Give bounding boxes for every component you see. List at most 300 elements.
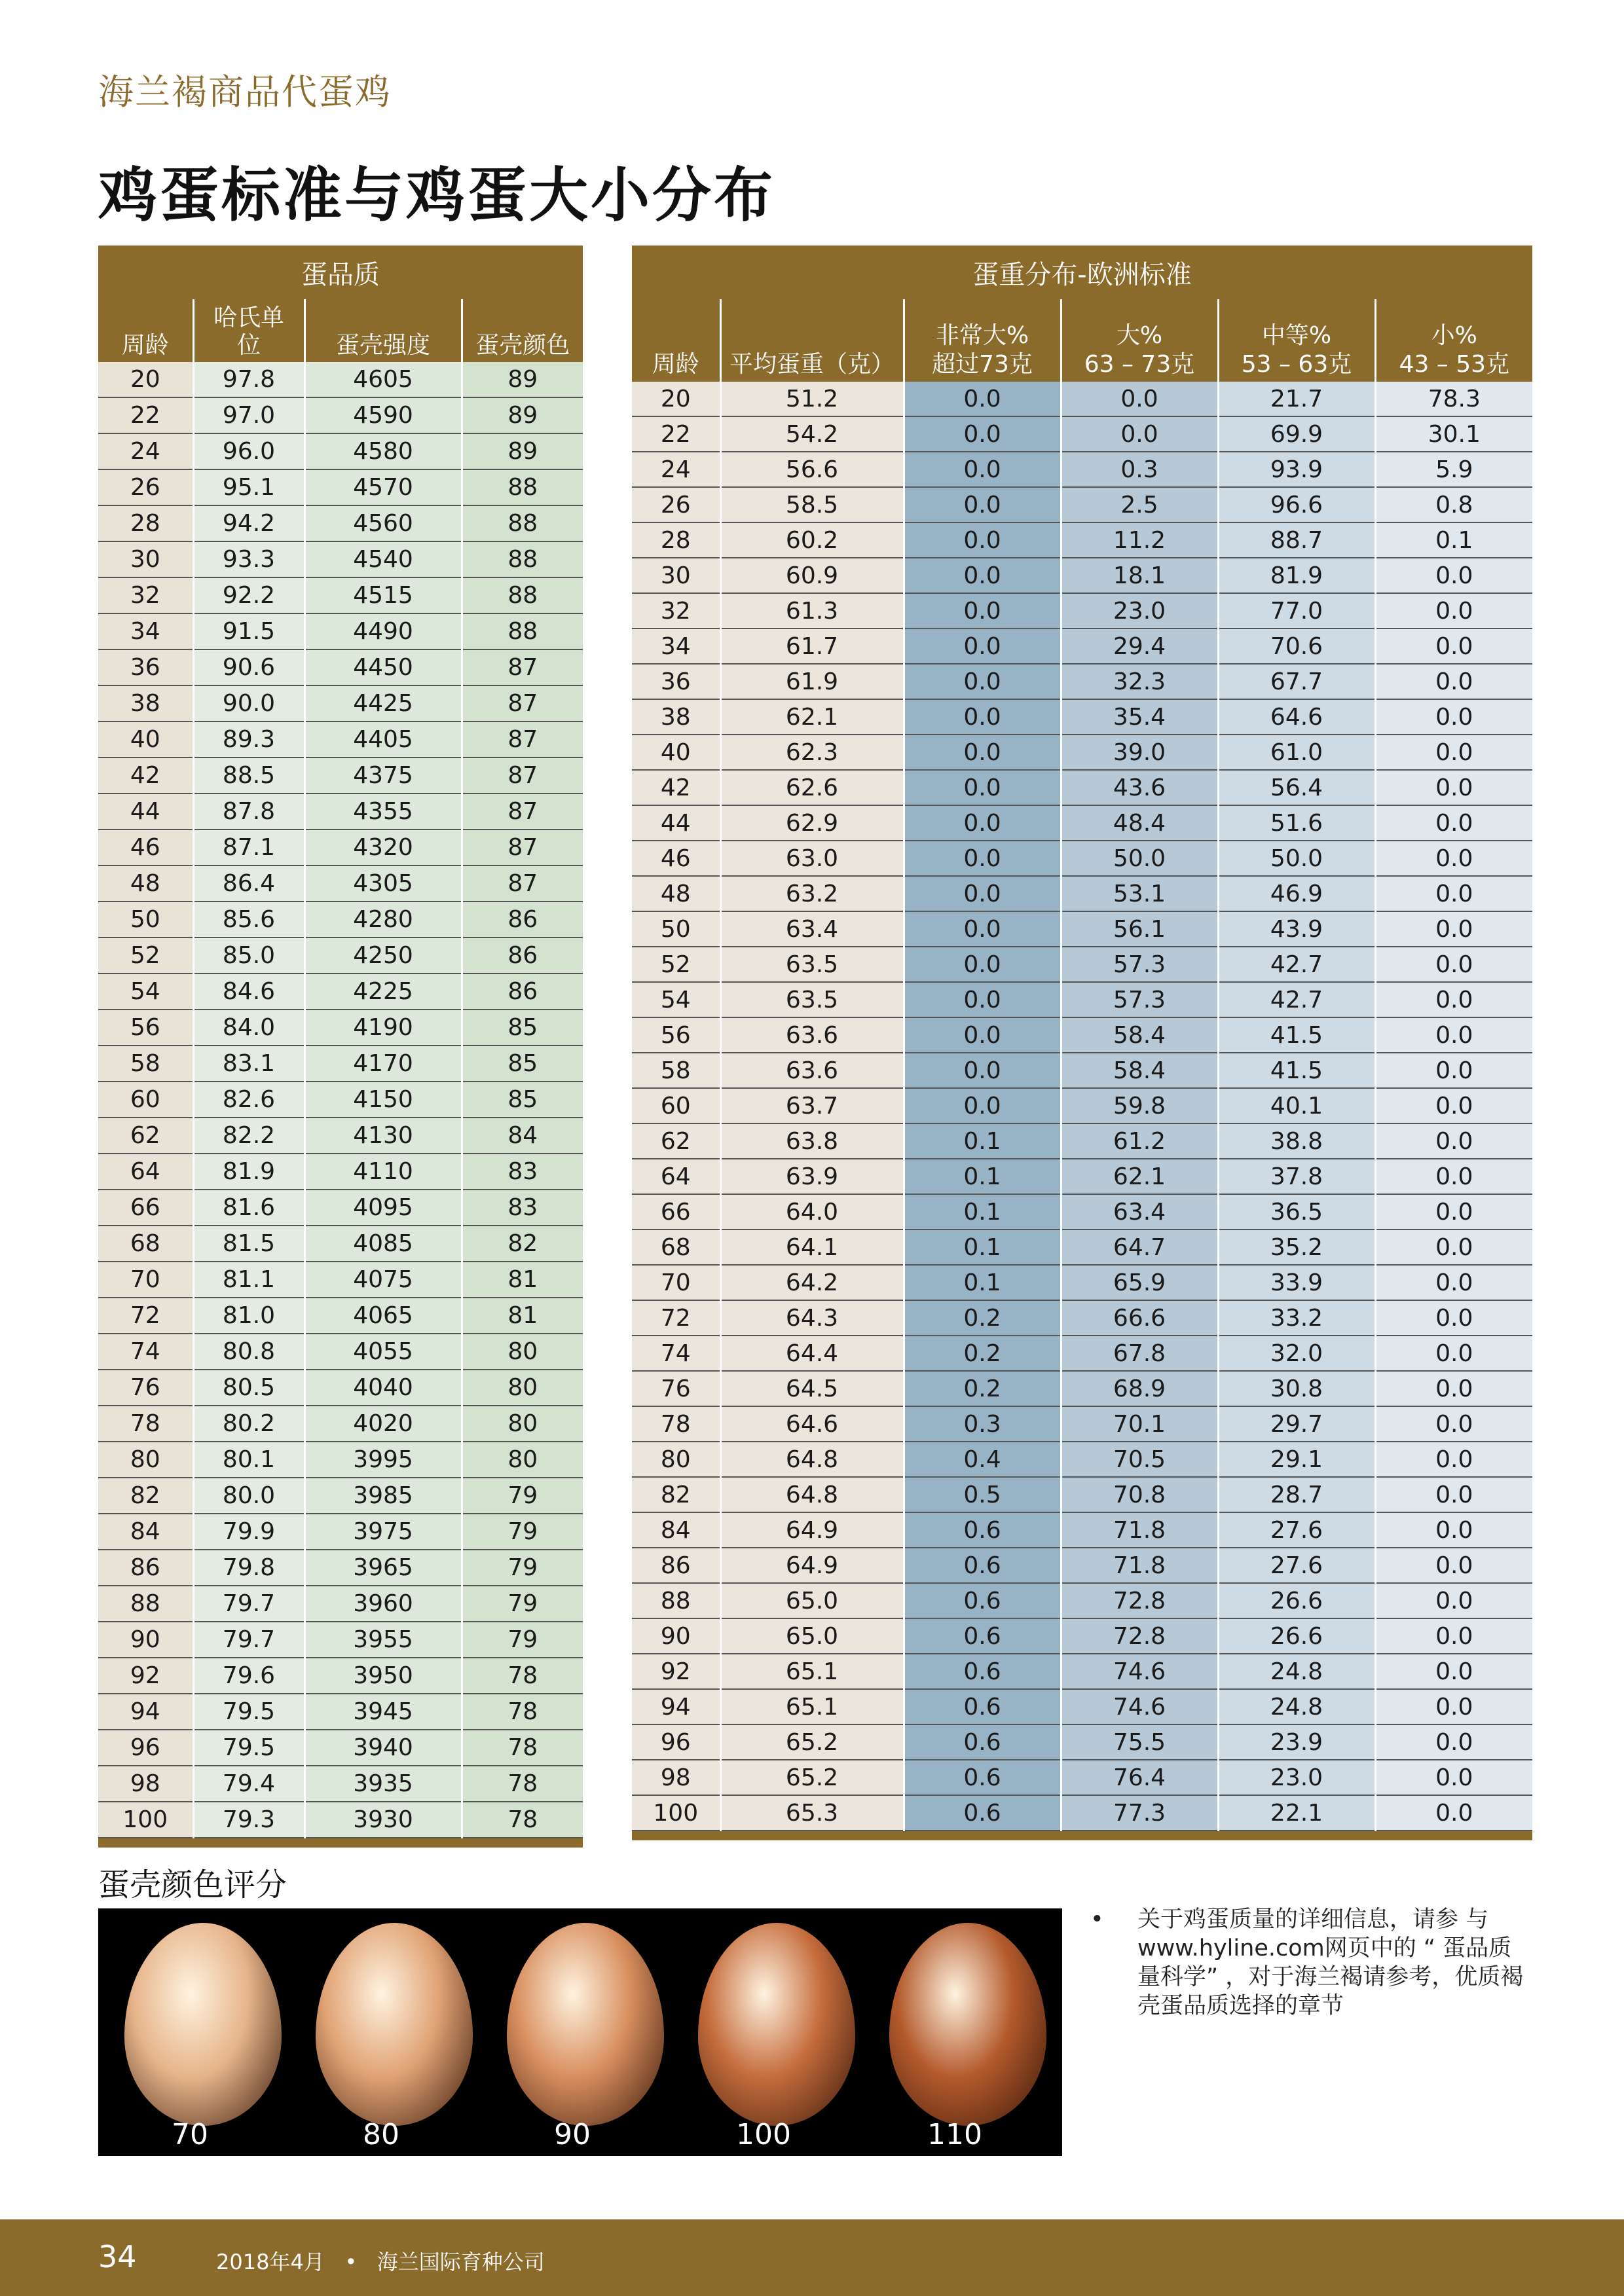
table-row <box>98 541 583 577</box>
table-cell: 94 <box>98 1694 193 1730</box>
table-cell: 88 <box>98 1586 193 1622</box>
table-cell: 0.1 <box>904 1123 1061 1159</box>
table-cell: 62 <box>632 1123 720 1159</box>
table-cell: 66 <box>632 1194 720 1230</box>
table-cell: 0.0 <box>1375 911 1532 947</box>
table-cell: 80 <box>462 1334 583 1370</box>
table-cell: 4450 <box>304 649 462 685</box>
table-cell: 96 <box>98 1730 193 1766</box>
table-cell: 52 <box>98 938 193 974</box>
table-cell: 18.1 <box>1061 558 1218 593</box>
table-cell: 28 <box>632 522 720 558</box>
table-cell: 78 <box>98 1406 193 1442</box>
table-cell: 46.9 <box>1218 876 1375 911</box>
table-cell: 3940 <box>304 1730 462 1766</box>
table-cell: 86 <box>462 902 583 938</box>
table-cell: 3955 <box>304 1622 462 1658</box>
table-cell: 0.0 <box>1375 1654 1532 1689</box>
table-cell: 88 <box>462 469 583 505</box>
table-cell: 0.0 <box>904 522 1061 558</box>
table-row <box>98 1082 583 1118</box>
column-header: 蛋壳强度 <box>304 299 462 362</box>
table-cell: 65.2 <box>720 1760 904 1795</box>
table-cell: 0.1 <box>904 1194 1061 1230</box>
table-cell: 0.5 <box>904 1477 1061 1512</box>
table-cell: 98 <box>98 1766 193 1802</box>
table-row <box>632 416 1532 452</box>
table-row <box>632 1583 1532 1618</box>
table-row <box>632 382 1532 416</box>
table-cell: 2.5 <box>1061 487 1218 522</box>
table-cell: 90 <box>632 1618 720 1654</box>
table-cell: 0.0 <box>1375 1371 1532 1406</box>
table-cell: 87 <box>462 649 583 685</box>
table-cell: 38 <box>632 699 720 735</box>
table-cell: 62.3 <box>720 735 904 770</box>
table-cell: 67.7 <box>1218 664 1375 699</box>
table-cell: 88 <box>462 577 583 613</box>
table-cell: 78 <box>462 1802 583 1838</box>
table-cell: 96.0 <box>193 433 304 469</box>
table-cell: 27.6 <box>1218 1548 1375 1583</box>
table-row <box>98 1514 583 1550</box>
table-cell: 63.5 <box>720 947 904 982</box>
table-row <box>632 1760 1532 1795</box>
table-cell: 85.6 <box>193 902 304 938</box>
table-cell: 79 <box>462 1478 583 1514</box>
table-cell: 58 <box>98 1046 193 1082</box>
table-cell: 63.4 <box>1061 1194 1218 1230</box>
table-cell: 64.2 <box>720 1265 904 1300</box>
table-cell: 21.7 <box>1218 382 1375 416</box>
table-row <box>98 1010 583 1046</box>
table-cell: 87 <box>462 866 583 902</box>
egg-score-label: 110 <box>927 2118 982 2151</box>
table-row <box>98 829 583 866</box>
table-cell: 64 <box>632 1159 720 1194</box>
table-cell: 5.9 <box>1375 452 1532 487</box>
table-cell: 74 <box>98 1334 193 1370</box>
table-cell: 0.0 <box>1375 805 1532 841</box>
table-cell: 3945 <box>304 1694 462 1730</box>
table-cell: 28.7 <box>1218 1477 1375 1512</box>
table-cell: 56.4 <box>1218 770 1375 805</box>
table-cell: 48.4 <box>1061 805 1218 841</box>
table-row <box>98 1406 583 1442</box>
table-cell: 0.0 <box>904 629 1061 664</box>
table-cell: 84.6 <box>193 974 304 1010</box>
egg-score-label: 100 <box>736 2118 791 2151</box>
table-cell: 4225 <box>304 974 462 1010</box>
table-cell: 98 <box>632 1760 720 1795</box>
table-cell: 0.3 <box>1061 452 1218 487</box>
table-row <box>98 505 583 541</box>
table-row <box>98 1694 583 1730</box>
table-cell: 89 <box>462 362 583 397</box>
table-cell: 65.3 <box>720 1795 904 1831</box>
table-cell: 85.0 <box>193 938 304 974</box>
table-cell: 88.7 <box>1218 522 1375 558</box>
table-cell: 0.0 <box>1375 1548 1532 1583</box>
table-cell: 94 <box>632 1689 720 1724</box>
table-cell: 100 <box>98 1802 193 1838</box>
table-cell: 4075 <box>304 1262 462 1298</box>
column-header: 周龄 <box>632 299 720 382</box>
table-cell: 63.2 <box>720 876 904 911</box>
table-cell: 4540 <box>304 541 462 577</box>
table-cell: 3950 <box>304 1658 462 1694</box>
table-cell: 50.0 <box>1061 841 1218 876</box>
table-row <box>632 487 1532 522</box>
table-cell: 4355 <box>304 793 462 829</box>
table-cell: 79.5 <box>193 1694 304 1730</box>
table-cell: 0.0 <box>1375 1300 1532 1336</box>
table-cell: 37.8 <box>1218 1159 1375 1194</box>
table-cell: 80 <box>98 1442 193 1478</box>
table-cell: 0.2 <box>904 1300 1061 1336</box>
table-cell: 83 <box>462 1154 583 1190</box>
table-cell: 65.1 <box>720 1689 904 1724</box>
table-cell: 60 <box>632 1088 720 1123</box>
table-cell: 95.1 <box>193 469 304 505</box>
table-cell: 0.0 <box>1375 593 1532 629</box>
table-cell: 0.0 <box>1375 770 1532 805</box>
table-cell: 41.5 <box>1218 1017 1375 1053</box>
table-row <box>98 1802 583 1838</box>
table-cell: 4250 <box>304 938 462 974</box>
table-cell: 33.2 <box>1218 1300 1375 1336</box>
table-row <box>98 866 583 902</box>
table-cell: 48 <box>632 876 720 911</box>
table-cell: 83 <box>462 1190 583 1226</box>
table-cell: 79.3 <box>193 1802 304 1838</box>
table-row <box>632 1512 1532 1548</box>
table-cell: 4305 <box>304 866 462 902</box>
table-cell: 70.1 <box>1061 1406 1218 1442</box>
table-cell: 36.5 <box>1218 1194 1375 1230</box>
table-cell: 0.0 <box>904 841 1061 876</box>
table-cell: 65.0 <box>720 1618 904 1654</box>
table-cell: 3960 <box>304 1586 462 1622</box>
table-cell: 3935 <box>304 1766 462 1802</box>
table-cell: 26 <box>632 487 720 522</box>
table-cell: 72 <box>632 1300 720 1336</box>
table-cell: 0.0 <box>1375 841 1532 876</box>
table-cell: 46 <box>632 841 720 876</box>
table-cell: 0.1 <box>1375 522 1532 558</box>
table-row <box>632 947 1532 982</box>
table-footer-bar <box>98 1838 583 1848</box>
table-cell: 54 <box>98 974 193 1010</box>
table-cell: 4190 <box>304 1010 462 1046</box>
table-cell: 53.1 <box>1061 876 1218 911</box>
table-cell: 29.4 <box>1061 629 1218 664</box>
table-cell: 87 <box>462 829 583 866</box>
table-cell: 80.0 <box>193 1478 304 1514</box>
table-cell: 22 <box>98 397 193 433</box>
table-cell: 4375 <box>304 757 462 793</box>
table-cell: 81 <box>462 1262 583 1298</box>
table-cell: 0.0 <box>1375 1760 1532 1795</box>
table-row <box>632 1406 1532 1442</box>
table-cell: 0.0 <box>904 558 1061 593</box>
table-cell: 4425 <box>304 685 462 721</box>
table-cell: 30.1 <box>1375 416 1532 452</box>
table-cell: 86.4 <box>193 866 304 902</box>
table-cell: 72 <box>98 1298 193 1334</box>
table-cell: 42.7 <box>1218 947 1375 982</box>
table-cell: 4095 <box>304 1190 462 1226</box>
table-row <box>632 1230 1532 1265</box>
table-cell: 3985 <box>304 1478 462 1514</box>
table-cell: 60.9 <box>720 558 904 593</box>
table-cell: 0.0 <box>904 1088 1061 1123</box>
column-header: 小% 43 – 53克 <box>1375 299 1532 382</box>
table-cell: 0.6 <box>904 1795 1061 1831</box>
table-cell: 92 <box>632 1654 720 1689</box>
table-cell: 0.3 <box>904 1406 1061 1442</box>
table-row <box>632 558 1532 593</box>
table-cell: 29.1 <box>1218 1442 1375 1477</box>
table-cell: 89.3 <box>193 721 304 757</box>
table-cell: 64.7 <box>1061 1230 1218 1265</box>
table-row <box>98 1622 583 1658</box>
table-cell: 23.0 <box>1061 593 1218 629</box>
table-cell: 29.7 <box>1218 1406 1375 1442</box>
table-cell: 0.0 <box>904 876 1061 911</box>
table-cell: 54.2 <box>720 416 904 452</box>
egg-weight-header <box>632 299 1532 382</box>
table-cell: 90.6 <box>193 649 304 685</box>
table-cell: 0.0 <box>1061 382 1218 416</box>
table-cell: 32 <box>632 593 720 629</box>
table-cell: 24 <box>632 452 720 487</box>
table-cell: 30.8 <box>1218 1371 1375 1406</box>
table-cell: 0.0 <box>1375 1724 1532 1760</box>
table-cell: 44 <box>98 793 193 829</box>
table-row <box>98 1046 583 1082</box>
table-cell: 51.6 <box>1218 805 1375 841</box>
table-cell: 68.9 <box>1061 1371 1218 1406</box>
table-cell: 66.6 <box>1061 1300 1218 1336</box>
egg-swatch <box>124 1923 282 2126</box>
table-cell: 64.5 <box>720 1371 904 1406</box>
page-title: 鸡蛋标准与鸡蛋大小分布 <box>98 161 775 230</box>
table-cell: 87.1 <box>193 829 304 866</box>
table-cell: 24.8 <box>1218 1654 1375 1689</box>
table-cell: 0.6 <box>904 1724 1061 1760</box>
note-text: 关于鸡蛋质量的详细信息，请参 与 www.hyline.com网页中的 “ 蛋品质量科学” ，对于海兰褐请参考，优质褐壳蛋品质选择的章节 <box>1137 1906 1524 2019</box>
table-cell: 4065 <box>304 1298 462 1334</box>
table-cell: 63.5 <box>720 982 904 1017</box>
table-cell: 79 <box>462 1622 583 1658</box>
table-cell: 0.6 <box>904 1583 1061 1618</box>
table-cell: 70.8 <box>1061 1477 1218 1512</box>
table-cell: 84 <box>462 1118 583 1154</box>
table-cell: 34 <box>632 629 720 664</box>
table-cell: 0.0 <box>1375 1088 1532 1123</box>
column-header: 平均蛋重（克） <box>720 299 904 382</box>
table-row <box>98 1730 583 1766</box>
table-row <box>632 522 1532 558</box>
table-cell: 3965 <box>304 1550 462 1586</box>
table-cell: 42 <box>98 757 193 793</box>
table-cell: 87 <box>462 721 583 757</box>
table-cell: 42 <box>632 770 720 805</box>
table-cell: 79 <box>462 1586 583 1622</box>
table-cell: 50.0 <box>1218 841 1375 876</box>
table-cell: 71.8 <box>1061 1512 1218 1548</box>
table-cell: 56.1 <box>1061 911 1218 947</box>
table-cell: 80.5 <box>193 1370 304 1406</box>
table-cell: 92 <box>98 1658 193 1694</box>
table-cell: 97.8 <box>193 362 304 397</box>
table-cell: 4580 <box>304 433 462 469</box>
table-cell: 40.1 <box>1218 1088 1375 1123</box>
table-row <box>632 805 1532 841</box>
table-cell: 38.8 <box>1218 1123 1375 1159</box>
table-cell: 80 <box>462 1442 583 1478</box>
table-row <box>98 1370 583 1406</box>
table-cell: 84 <box>98 1514 193 1550</box>
table-row <box>98 433 583 469</box>
egg-swatch <box>889 1923 1046 2126</box>
table-cell: 64.3 <box>720 1300 904 1336</box>
table-row <box>632 911 1532 947</box>
table-cell: 0.0 <box>1375 1583 1532 1618</box>
table-row <box>98 974 583 1010</box>
table-cell: 82 <box>462 1226 583 1262</box>
table-cell: 28 <box>98 505 193 541</box>
table-cell: 63.7 <box>720 1088 904 1123</box>
table-cell: 80 <box>462 1406 583 1442</box>
table-cell: 38 <box>98 685 193 721</box>
table-cell: 87.8 <box>193 793 304 829</box>
table-cell: 78.3 <box>1375 382 1532 416</box>
table-cell: 0.0 <box>904 382 1061 416</box>
table-cell: 78 <box>462 1730 583 1766</box>
table-cell: 23.0 <box>1218 1760 1375 1795</box>
table-row <box>632 1194 1532 1230</box>
table-cell: 71.8 <box>1061 1548 1218 1583</box>
document-subtitle: 海兰褐商品代蛋鸡 <box>98 71 392 113</box>
table-cell: 93.3 <box>193 541 304 577</box>
table-cell: 0.0 <box>1375 1230 1532 1265</box>
egg-score-label: 70 <box>172 2118 208 2151</box>
bullet-icon: • <box>1090 1906 1104 1933</box>
table-cell: 58.4 <box>1061 1017 1218 1053</box>
table-cell: 51.2 <box>720 382 904 416</box>
table-cell: 0.6 <box>904 1689 1061 1724</box>
table-cell: 62.6 <box>720 770 904 805</box>
table-cell: 0.0 <box>1375 699 1532 735</box>
table-cell: 50 <box>98 902 193 938</box>
table-cell: 3975 <box>304 1514 462 1550</box>
table-cell: 93.9 <box>1218 452 1375 487</box>
table-row <box>98 1118 583 1154</box>
table-cell: 65.1 <box>720 1654 904 1689</box>
table-cell: 81.5 <box>193 1226 304 1262</box>
table-cell: 0.0 <box>1375 1265 1532 1300</box>
table-cell: 30 <box>632 558 720 593</box>
table-cell: 88.5 <box>193 757 304 793</box>
table-cell: 32.3 <box>1061 664 1218 699</box>
table-cell: 0.0 <box>1375 876 1532 911</box>
table-cell: 79 <box>462 1514 583 1550</box>
table-cell: 59.8 <box>1061 1088 1218 1123</box>
table-cell: 0.0 <box>1375 1159 1532 1194</box>
table-cell: 58.5 <box>720 487 904 522</box>
table-cell: 80 <box>462 1370 583 1406</box>
table-cell: 78 <box>462 1658 583 1694</box>
table-cell: 64.6 <box>720 1406 904 1442</box>
table-cell: 61.7 <box>720 629 904 664</box>
table-row <box>98 577 583 613</box>
table-cell: 4040 <box>304 1370 462 1406</box>
table-cell: 32 <box>98 577 193 613</box>
table-cell: 0.0 <box>1375 629 1532 664</box>
table-cell: 64.0 <box>720 1194 904 1230</box>
table-cell: 87 <box>462 757 583 793</box>
table-cell: 4590 <box>304 397 462 433</box>
table-cell: 62.9 <box>720 805 904 841</box>
column-header: 蛋壳颜色 <box>462 299 583 362</box>
table-cell: 0.0 <box>1375 1477 1532 1512</box>
egg-quality-title: 蛋品质 <box>98 246 583 299</box>
table-cell: 63.6 <box>720 1053 904 1088</box>
table-row <box>632 452 1532 487</box>
table-cell: 0.0 <box>1375 947 1532 982</box>
table-row <box>632 982 1532 1017</box>
table-cell: 87 <box>462 685 583 721</box>
table-row <box>632 1300 1532 1336</box>
table-cell: 58 <box>632 1053 720 1088</box>
table-cell: 81.6 <box>193 1190 304 1226</box>
table-row <box>632 841 1532 876</box>
table-cell: 64.1 <box>720 1230 904 1265</box>
table-row <box>98 1226 583 1262</box>
table-cell: 0.0 <box>904 947 1061 982</box>
table-cell: 26.6 <box>1218 1583 1375 1618</box>
table-cell: 79.9 <box>193 1514 304 1550</box>
table-row <box>98 1442 583 1478</box>
table-cell: 0.0 <box>1375 1194 1532 1230</box>
table-cell: 0.0 <box>1375 1618 1532 1654</box>
table-cell: 62.1 <box>720 699 904 735</box>
table-cell: 87 <box>462 793 583 829</box>
column-header: 大% 63 – 73克 <box>1061 299 1218 382</box>
table-cell: 0.0 <box>904 770 1061 805</box>
table-row <box>98 362 583 397</box>
table-row <box>98 757 583 793</box>
table-cell: 0.0 <box>904 982 1061 1017</box>
table-cell: 0.0 <box>904 593 1061 629</box>
table-cell: 22 <box>632 416 720 452</box>
table-cell: 4405 <box>304 721 462 757</box>
table-cell: 0.0 <box>1375 1795 1532 1831</box>
table-cell: 62.1 <box>1061 1159 1218 1194</box>
table-cell: 50 <box>632 911 720 947</box>
table-cell: 40 <box>98 721 193 757</box>
table-cell: 81.0 <box>193 1298 304 1334</box>
table-cell: 0.0 <box>1375 1123 1532 1159</box>
table-cell: 4605 <box>304 362 462 397</box>
table-cell: 0.0 <box>1375 982 1532 1017</box>
table-cell: 22.1 <box>1218 1795 1375 1831</box>
table-cell: 64 <box>98 1154 193 1190</box>
footer-bar <box>0 2219 1624 2296</box>
footer-info: 2018年4月 • 海兰国际育种公司 <box>216 2250 545 2274</box>
